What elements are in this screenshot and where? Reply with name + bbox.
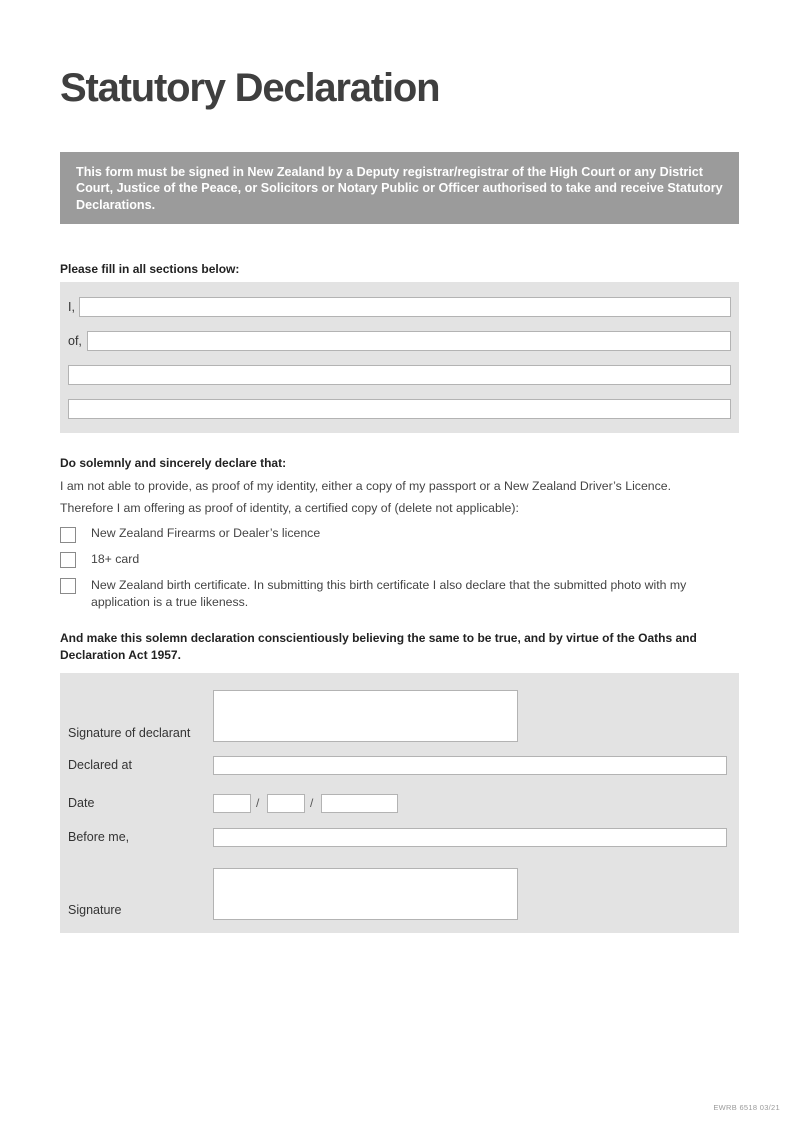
declared-at-label: Declared at [68, 758, 132, 772]
declarant-details-panel [60, 282, 739, 433]
oath-statement: And make this solemn declaration conscientiously believing the same to be true, and by virtue of the Oaths and Declaration Act 1957. [60, 631, 697, 662]
before-me-label: Before me, [68, 830, 130, 844]
declarant-address-field-3[interactable] [68, 399, 731, 419]
date-separator: / [256, 796, 260, 810]
signature-label: Signature [68, 903, 122, 917]
declarant-address-field-2[interactable] [68, 365, 731, 385]
18-plus-card-checkbox[interactable] [60, 552, 76, 568]
declarant-signature-box[interactable] [213, 690, 518, 742]
page-title: Statutory Declaration [60, 66, 440, 110]
declarant-address-field-1[interactable] [87, 331, 731, 351]
witness-signature-box[interactable] [213, 868, 518, 920]
date-year-field[interactable] [321, 794, 398, 813]
date-label: Date [68, 796, 95, 810]
proof-statement: Therefore I am offering as proof of identity, a certified copy of (delete not applicable): [60, 501, 519, 515]
birth-certificate-label: New Zealand birth certificate. In submitting this birth certificate I also declare that the submitted photo with my application is a true likeness. [91, 578, 687, 609]
firearms-licence-checkbox[interactable] [60, 527, 76, 543]
date-separator: / [310, 796, 314, 810]
declared-at-field[interactable] [213, 756, 727, 775]
declarant-name-field[interactable] [79, 297, 731, 317]
date-day-field[interactable] [213, 794, 251, 813]
form-code: EWRB 6518 03/21 [713, 1103, 780, 1112]
name-label: I, [68, 300, 75, 314]
signature-of-declarant-label: Signature of declarant [68, 726, 191, 740]
section-heading-fill-in: Please fill in all sections below: [60, 262, 240, 276]
firearms-licence-label: New Zealand Firearms or Dealer’s licence [91, 526, 321, 540]
address-label: of, [68, 334, 82, 348]
identity-statement: I am not able to provide, as proof of my identity, either a copy of my passport or a New Zealand Driver’s Licence. [60, 479, 672, 493]
before-me-field[interactable] [213, 828, 727, 847]
date-month-field[interactable] [267, 794, 305, 813]
18-plus-card-label: 18+ card [91, 552, 140, 566]
witness-panel [60, 673, 739, 933]
section-heading-declare: Do solemnly and sincerely declare that: [60, 456, 287, 470]
birth-certificate-checkbox[interactable] [60, 578, 76, 594]
instruction-banner: This form must be signed in New Zealand by a Deputy registrar/registrar of the High Court or any District Court, Justice of the Peace, or Solicitors or Notary Public or Officer authorised to take and receive Statutory Declarations. [60, 152, 739, 224]
